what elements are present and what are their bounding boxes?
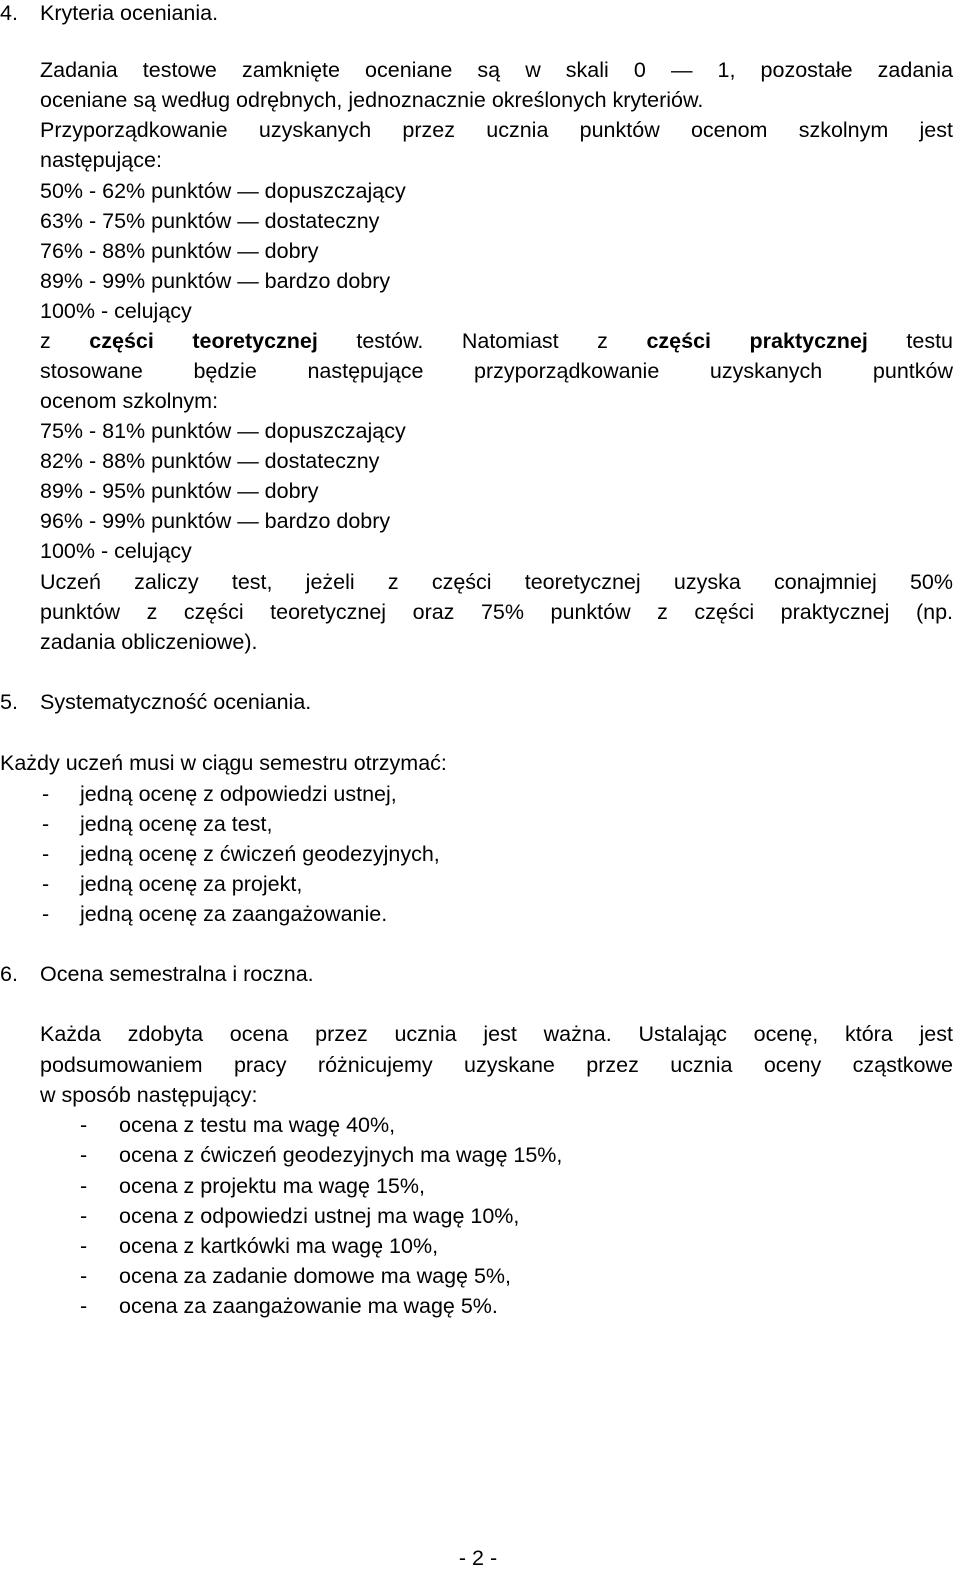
dash: -	[80, 1174, 88, 1198]
practice-scale-item: 75% - 81% punktów — dopuszczający	[40, 419, 406, 443]
weight-item-text: ocena z kartkówki ma wagę 10%,	[119, 1234, 439, 1258]
dash: -	[80, 1264, 88, 1288]
weight-item-text: ocena z ćwiczeń geodezyjnych ma wagę 15%,	[119, 1143, 563, 1167]
practice-scale-item: 96% - 99% punktów — bardzo dobry	[40, 509, 391, 533]
section5-heading	[0, 689, 312, 715]
section4-number: 4.	[0, 1, 18, 25]
section5-intro: Każdy uczeń musi w ciągu semestru otrzymać:	[0, 751, 447, 775]
word: testów.	[356, 329, 424, 353]
weight-item-text: ocena za zadanie domowe ma wagę 5%,	[119, 1264, 512, 1288]
dash: -	[80, 1113, 88, 1137]
practice-scale-item: 89% - 95% punktów — dobry	[40, 479, 319, 503]
weight-item-text: ocena z odpowiedzi ustnej ma wagę 10%,	[119, 1204, 520, 1228]
list-item-text: jedną ocenę za projekt,	[80, 872, 303, 896]
dash: -	[42, 902, 50, 926]
theory-scale-item: 63% - 75% punktów — dostateczny	[40, 209, 380, 233]
dash: -	[80, 1294, 88, 1318]
word: z	[40, 329, 51, 353]
bold-czesci: części	[89, 329, 154, 353]
list-item-text: jedną ocenę za test,	[80, 812, 273, 836]
section4-title: Kryteria oceniania.	[40, 1, 219, 25]
list-item-text: jedną ocenę z ćwiczeń geodezyjnych,	[80, 842, 440, 866]
theory-scale-item: 89% - 99% punktów — bardzo dobry	[40, 269, 391, 293]
section6-p-line1: Każda zdobyta ocena przez ucznia jest ważna. Ustalając ocenę, która jest	[40, 1022, 953, 1046]
dash: -	[80, 1143, 88, 1167]
section4-heading	[0, 0, 219, 26]
list-item-text: jedną ocenę za zaangażowanie.	[80, 902, 388, 926]
section6-p-line3: w sposób następujący:	[40, 1083, 258, 1107]
weight-item-text: ocena za zaangażowanie ma wagę 5%.	[119, 1294, 498, 1318]
theory-scale-item: 50% - 62% punktów — dopuszczający	[40, 179, 406, 203]
bold-praktycznej: praktycznej	[749, 329, 868, 353]
dash: -	[42, 872, 50, 896]
pass-line1: Uczeń zaliczy test, jeżeli z części teoretycznej uzyska conajmniej 50%	[40, 570, 953, 594]
section6-p-line2: podsumowaniem pracy różnicujemy uzyskane przez ucznia oceny cząstkowe	[40, 1053, 953, 1077]
dash: -	[80, 1204, 88, 1228]
section5-number: 5.	[0, 690, 18, 714]
theory-scale-item: 76% - 88% punktów — dobry	[40, 239, 319, 263]
section4-p2-line2: następujące:	[40, 148, 162, 172]
section6-number: 6.	[0, 962, 18, 986]
weight-item-text: ocena z projektu ma wagę 15%,	[119, 1174, 425, 1198]
dash: -	[80, 1234, 88, 1258]
dash: -	[42, 842, 50, 866]
weight-item-text: ocena z testu ma wagę 40%,	[119, 1113, 396, 1137]
section5-title: Systematyczność oceniania.	[40, 690, 312, 714]
theory-scale-item: 100% - celujący	[40, 299, 192, 323]
section6-heading	[0, 961, 314, 987]
pass-line3: zadania obliczeniowe).	[40, 630, 258, 654]
section4-p3-line3: ocenom szkolnym:	[40, 389, 219, 413]
dash: -	[42, 812, 50, 836]
section4-p2-line1: Przyporządkowanie uzyskanych przez ucznia punktów ocenom szkolnym jest	[40, 118, 953, 142]
word: Natomiast	[461, 329, 559, 353]
word: z	[597, 329, 608, 353]
word: testu	[906, 329, 954, 353]
mixed-bold-line	[40, 328, 953, 354]
bold-czesci: części	[646, 329, 712, 353]
section4-p1-line2: oceniane są według odrębnych, jednoznacznie określonych kryteriów.	[40, 88, 704, 112]
list-item-text: jedną ocenę z odpowiedzi ustnej,	[80, 782, 397, 806]
page-number: - 2 -	[458, 1546, 498, 1570]
page-footer	[0, 1545, 960, 1571]
pass-line2: punktów z części teoretycznej oraz 75% punktów z części praktycznej (np.	[40, 600, 953, 624]
bold-teoretycznej: teoretycznej	[192, 329, 318, 353]
dash: -	[42, 782, 50, 806]
section4-p1-line1: Zadania testowe zamknięte oceniane są w skali 0 — 1, pozostałe zadania	[40, 58, 953, 82]
practice-scale-item: 100% - celujący	[40, 539, 192, 563]
section6-title: Ocena semestralna i roczna.	[40, 962, 314, 986]
section4-p3-line2: stosowane będzie następujące przyporządkowanie uzyskanych puntków	[40, 359, 953, 383]
practice-scale-item: 82% - 88% punktów — dostateczny	[40, 449, 380, 473]
